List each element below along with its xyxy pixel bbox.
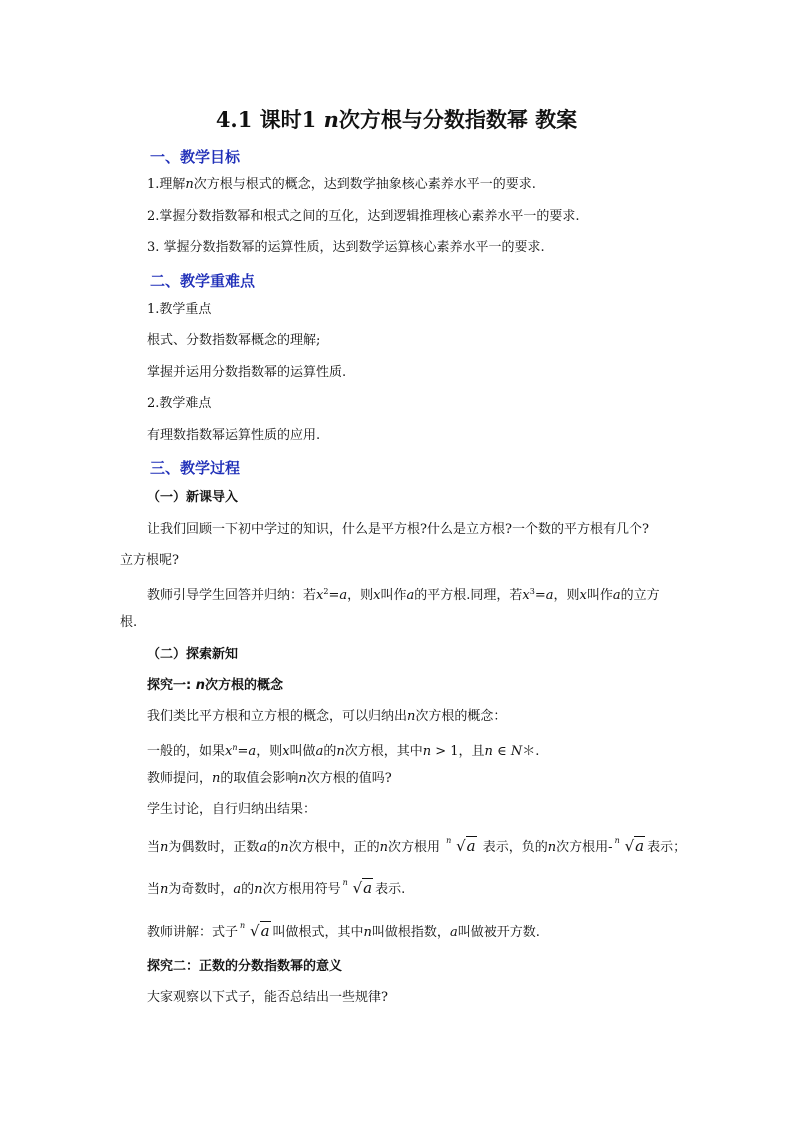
key-point-2: 掌握并运用分数指数幂的运算性质.: [147, 365, 347, 380]
key-point-1: 根式、分数指数幂概念的理解;: [147, 333, 321, 348]
section-heading-process: 三、教学过程: [150, 459, 241, 477]
radical-expression: n √a: [240, 921, 270, 940]
difficulty-1: 有理数指数幂运算性质的应用.: [147, 428, 321, 443]
explore-1-explanation: 教师讲解：式子 n √a 叫做根式，其中n叫做根指数，a叫做被开方数.: [147, 921, 540, 940]
intro-heading: （一）新课导入: [147, 490, 239, 505]
section-heading-key: 二、教学重难点: [150, 272, 256, 290]
intro-para-2-line-1: 教师引导学生回答并归纳：若$x^2=a$，则x叫作a的平方根.同理，若$x^3=a$，则x叫作a的立方: [147, 587, 660, 603]
explore-heading: （二）探索新知: [147, 647, 239, 662]
explore-1-question: 教师提问，n的取值会影响n次方根的值吗?: [147, 771, 392, 786]
intro-para-2-line-2: 根.: [120, 615, 138, 630]
explore-1-discussion: 学生讨论，自行归纳出结果：: [147, 802, 317, 817]
goal-1: 1.理解n次方根与根式的概念，达到数学抽象核心素养水平一的要求.: [147, 177, 536, 192]
explore-2-heading: 探究二：正数的分数指数幂的意义: [147, 959, 343, 974]
explore-1-odd-case: 当n为奇数时，a的n次方根用符号 n √a 表示.: [147, 878, 406, 897]
section-heading-goals: 一、教学目标: [150, 148, 241, 166]
intro-para-1-line-1: 让我们回顾一下初中学过的知识，什么是平方根?什么是立方根?一个数的平方根有几个?: [147, 522, 649, 537]
intro-para-1-line-2: 立方根呢?: [120, 553, 179, 568]
radical-expression: n √a: [342, 878, 373, 897]
radical-expression: n √a: [446, 836, 476, 855]
explore-2-para-1: 大家观察以下式子，能否总结出一些规律?: [147, 990, 388, 1005]
goal-3: 3. 掌握分数指数幂的运算性质，达到数学运算核心素养水平一的要求.: [147, 240, 545, 255]
radical-expression: n √a: [614, 836, 645, 855]
goal-2: 2.掌握分数指数幂和根式之间的互化，达到逻辑推理核心素养水平一的要求.: [147, 209, 580, 224]
difficulty-heading: 2.教学难点: [147, 396, 212, 411]
key-point-heading: 1.教学重点: [147, 302, 212, 317]
explore-1-definition: 一般的，如果$x^n=a$，则x叫做a的n次方根，其中n > 1，且n ∈ N＊.: [147, 743, 540, 759]
explore-1-heading: 探究一: n次方根的概念: [147, 678, 284, 693]
explore-1-para-1: 我们类比平方根和立方根的概念，可以归纳出n次方根的概念：: [147, 709, 507, 724]
explore-1-even-case: 当n为偶数时，正数a的n次方根中，正的n次方根用 n √a 表示，负的n次方根用- n √a 表示；: [147, 836, 687, 855]
page-title: 4.1 课时1 n次方根与分数指数幂 教案: [215, 107, 578, 132]
